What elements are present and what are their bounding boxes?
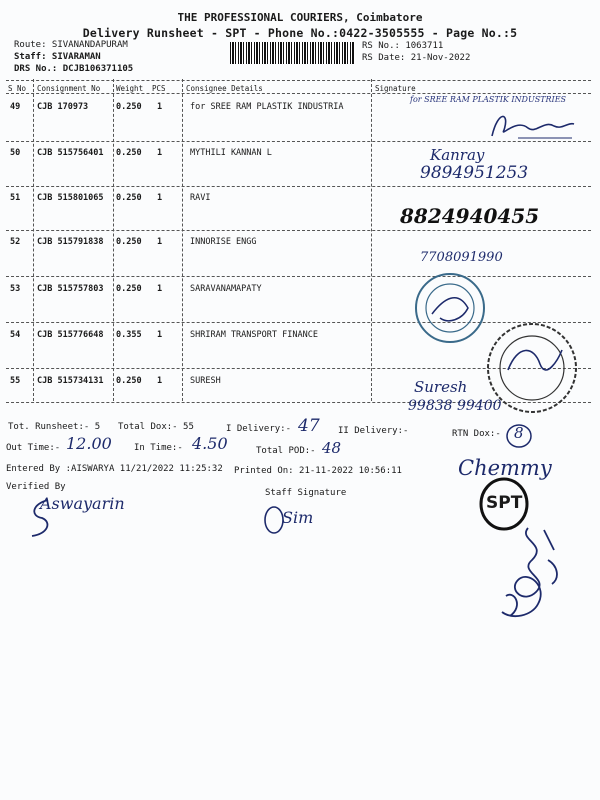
verified-by-label: Verified By	[6, 482, 66, 492]
tot-runsheet: Tot. Runsheet:- 5	[8, 422, 101, 432]
spt-stamp-text: SPT	[486, 493, 523, 513]
total-pod-value: 48	[322, 439, 342, 457]
row-consignee: SHRIRAM TRANSPORT FINANCE	[190, 330, 318, 340]
out-time-value: 12.00	[66, 434, 112, 453]
drs-number: DRS No.: DCJB106371105	[14, 64, 134, 74]
company-title: THE PROFESSIONAL COURIERS, Coimbatore	[177, 11, 423, 24]
row-consignment: CJB 515734131	[37, 376, 104, 386]
row-sno: 54	[10, 330, 21, 340]
row-consignee: for SREE RAM PLASTIK INDUSTRIA	[190, 102, 344, 112]
col-signature: Signature	[375, 84, 416, 93]
row-consignment: CJB 515791838	[37, 237, 104, 247]
staff-signature-stroke	[262, 504, 286, 536]
row-consignment: CJB 515757803	[37, 284, 104, 294]
row-rule	[6, 276, 591, 277]
col-pcs: PCS	[152, 84, 166, 93]
row-weight: 0.250	[116, 237, 142, 247]
in-time-value: 4.50	[192, 434, 228, 453]
row-rule	[6, 230, 591, 231]
rtn-dox-label: RTN Dox:-	[452, 429, 501, 439]
scribble-signature	[488, 520, 568, 630]
row-consignee: RAVI	[190, 193, 211, 203]
row-pcs: 1	[157, 102, 163, 112]
staff-signature-label: Staff Signature	[265, 488, 347, 498]
signature-row55-name: Suresh	[414, 378, 468, 396]
row-weight: 0.250	[116, 376, 142, 386]
entered-by: Entered By :AISWARYA 11/21/2022 11:25:32	[6, 464, 223, 474]
row-consignee: SARAVANAMAPATY	[190, 284, 262, 294]
runsheet-subtitle: Delivery Runsheet - SPT - Phone No.:0422-3505555 - Page No.:5	[82, 26, 518, 40]
printed-on: Printed On: 21-11-2022 10:56:11	[234, 466, 402, 476]
verified-by-signature: Aswayarin	[40, 494, 125, 513]
row-weight: 0.250	[116, 284, 142, 294]
company-stamp-text: for SREE RAM PLASTIK INDUSTRIES	[410, 95, 567, 104]
header-top-rule	[6, 80, 591, 81]
row-consignee: MYTHILI KANNAN L	[190, 148, 272, 158]
signature-row51-phone: 8824940455	[400, 204, 540, 228]
row-pcs: 1	[157, 193, 163, 203]
row-weight: 0.250	[116, 102, 142, 112]
staff-signature: Sim	[282, 508, 314, 527]
col-weight: Weight	[116, 84, 144, 93]
row-consignment: CJB 515756401	[37, 148, 104, 158]
out-time-label: Out Time:-	[6, 443, 61, 453]
signature-row49	[488, 108, 578, 144]
i-delivery-value: 47	[298, 416, 320, 436]
row-sno: 49	[10, 102, 21, 112]
rs-number: RS No.: 1063711	[362, 41, 444, 51]
col-sno: S No	[8, 84, 27, 93]
i-delivery-label: I Delivery:-	[226, 424, 292, 434]
ii-delivery-label: II Delivery:-	[338, 426, 409, 436]
staff-label: Staff: SIVARAMAN	[14, 52, 101, 62]
row-sno: 52	[10, 237, 21, 247]
barcode	[230, 42, 355, 64]
row-sno: 51	[10, 193, 21, 203]
row-consignment: CJB 515801065	[37, 193, 104, 203]
row-pcs: 1	[157, 284, 163, 294]
chemmy-signature: Chemmy	[458, 456, 552, 480]
row-consignee: INNORISE ENGG	[190, 237, 257, 247]
row-pcs: 1	[157, 237, 163, 247]
in-time-label: In Time:-	[134, 443, 183, 453]
rtn-dox-value: 8	[514, 424, 524, 442]
total-pod-label: Total POD:-	[256, 446, 316, 456]
signature-row55-phone: 99838 99400	[408, 398, 502, 414]
row-weight: 0.250	[116, 193, 142, 203]
rs-date: RS Date: 21-Nov-2022	[362, 53, 471, 63]
signature-row52-phone: 7708091990	[420, 250, 503, 265]
round-stamp-row53	[412, 268, 488, 348]
col-consignee: Consignee Details	[186, 84, 263, 93]
signature-row50-phone: 9894951253	[420, 163, 529, 183]
header-bottom-rule	[6, 93, 591, 94]
row-sno: 50	[10, 148, 21, 158]
total-dox: Total Dox:- 55	[118, 422, 194, 432]
row-sno: 55	[10, 376, 21, 386]
row-pcs: 1	[157, 148, 163, 158]
col-consignment: Consignment No	[37, 84, 101, 93]
signature-row50-name: Kanray	[430, 146, 485, 164]
row-consignment: CJB 515776648	[37, 330, 104, 340]
row-consignee: SURESH	[190, 376, 221, 386]
row-sno: 53	[10, 284, 21, 294]
col-divider	[113, 79, 114, 401]
row-rule	[6, 186, 591, 187]
col-divider	[182, 79, 183, 401]
verified-signature-stroke	[28, 496, 56, 540]
col-divider	[371, 79, 372, 401]
row-weight: 0.250	[116, 148, 142, 158]
row-consignment: CJB 170973	[37, 102, 89, 112]
row-pcs: 1	[157, 330, 163, 340]
row-weight: 0.355	[116, 330, 142, 340]
col-divider	[33, 79, 34, 401]
route-label: Route: SIVANANDAPURAM	[14, 40, 128, 50]
row-pcs: 1	[157, 376, 163, 386]
